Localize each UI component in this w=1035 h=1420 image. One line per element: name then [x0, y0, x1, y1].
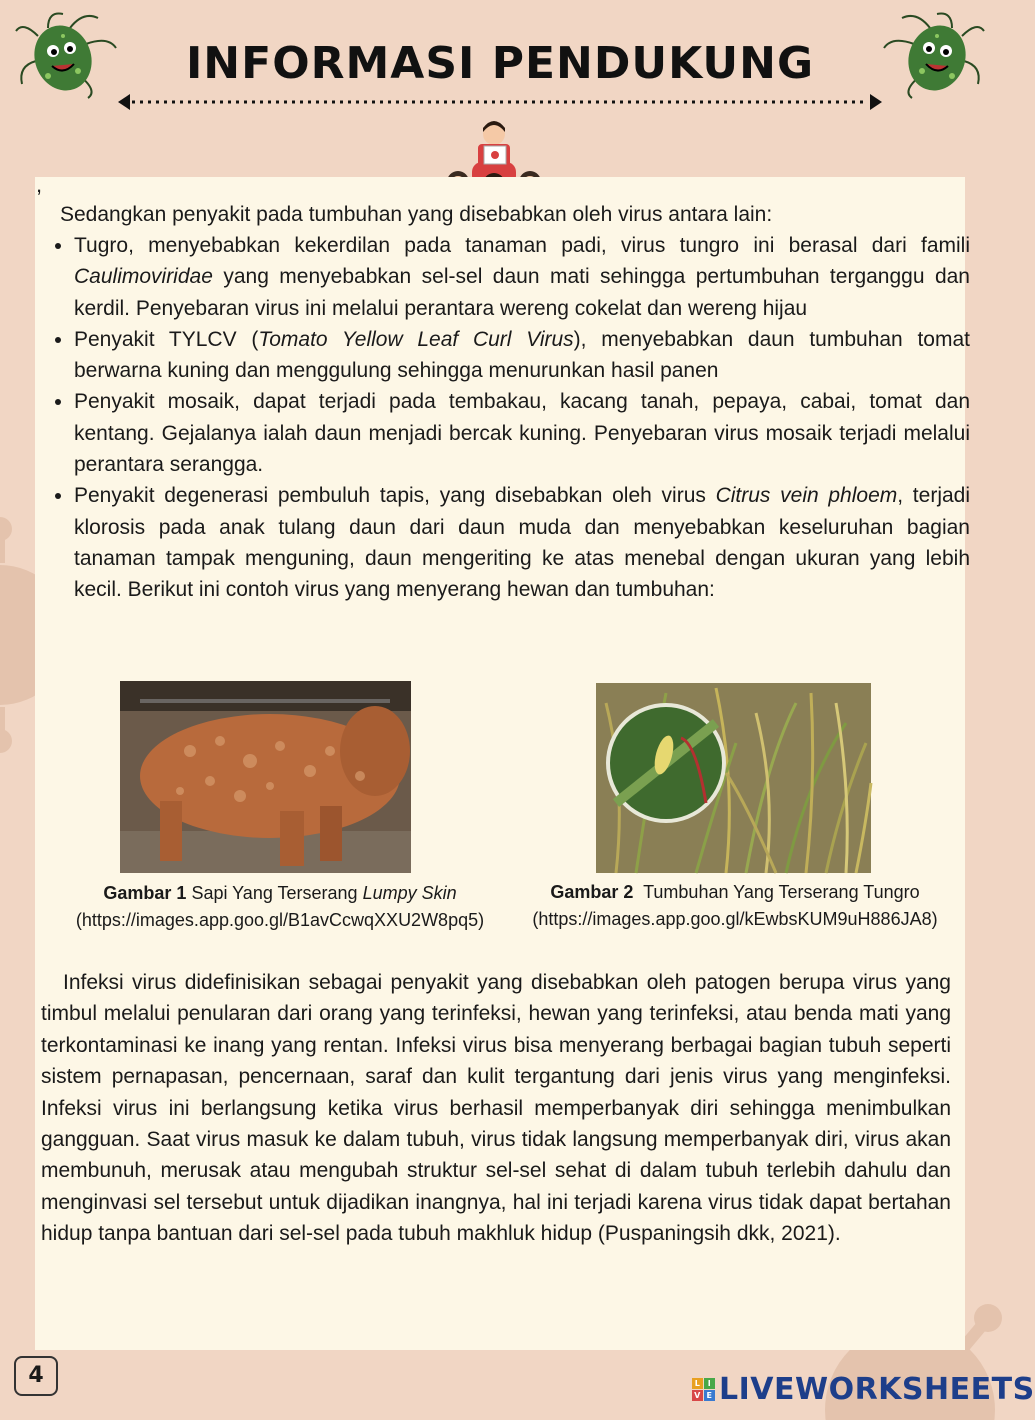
list-item-text: Penyakit mosaik, dapat terjadi pada tembakau, kacang tanah, pepaya, cabai, tomat dan kentang. Gejalanya ialah daun menjadi bercak kuning. Penyebaran virus mosaik terjadi melalui perantara serangga. — [74, 390, 970, 477]
list-item-text: Penyakit degenerasi pembuluh tapis, yang disebabkan oleh virus — [74, 484, 716, 508]
list-item — [74, 324, 970, 387]
figure-2-source: (https://images.app.goo.gl/kEwbsKUM9uH886JA8) — [532, 909, 938, 929]
intro-text: Sedangkan penyakit pada tumbuhan yang disebabkan oleh virus antara lain: — [60, 203, 773, 226]
list-item — [74, 230, 970, 324]
list-item-italic-text: Citrus vein phloem — [715, 484, 898, 508]
figure-1-caption — [50, 880, 510, 934]
list-item-text: , terjadi klorosis pada anak tulang daun dari daun muda dan menyebabkan keseluruhan bagian tanaman tampak menguning, daun mengeriting ke atas menebal dengan ukuran yang lebih kecil. Berikut ini contoh virus yang menyerang hewan dan tumbuhan: — [74, 484, 971, 602]
list-item-italic-text: Caulimoviridae — [74, 265, 213, 289]
figure-1-source: (https://images.app.goo.gl/B1avCcwqXXU2W8pq5) — [75, 910, 485, 930]
virus-infection-paragraph: Infeksi virus didefinisikan sebagai penyakit yang disebabkan oleh patogen berupa virus yang timbul melalui penularan dari orang yang terinfeksi, hewan yang terinfeksi, atau benda mati yang terkontaminasi ke inang yang rentan. Infeksi virus bisa menyerang berbagai bagian tubuh seperti sistem pernapasan, pencernaan, saraf dan kulit tergantung dari jenis virus yang menginfeksi. Infeksi virus ini berlangsung ketika virus berhasil memperbanyak diri sehingga menimbulkan gangguan. Saat virus masuk ke dalam tubuh, virus tidak langsung memperbanyak diri, virus akan membunuh, merusak atau mengubah struktur sel-sel sehat di dalam tubuh terlebih dahulu dan menginvasi sel tersebut untuk dijadikan inangnya, hal ini terjadi karena virus tidak dapat bertahan hidup tanpa bantuan dari sel-sel pada tubuh makhluk hidup (Puspaningsih dkk, 2021). — [41, 971, 951, 1246]
cow-lumpy-skin-photo — [120, 681, 411, 873]
liveworksheets-logo-icon: L I V E — [692, 1378, 715, 1401]
figure-2-label: Gambar 2 — [550, 882, 634, 902]
page-title: INFORMASI PENDUKUNG — [185, 38, 815, 89]
rice-tungro-photo — [596, 683, 871, 873]
plant-disease-list — [50, 230, 970, 606]
figure-2-title: Tumbuhan Yang Terserang Tungro — [643, 882, 920, 902]
figure-1-title: Sapi Yang Terserang — [191, 883, 358, 903]
figure-2-caption — [505, 879, 965, 933]
list-item-text: yang menyebabkan sel-sel daun mati sehingga pertumbuhan terganggu dan kerdil. Penyebaran virus ini melalui perantara wereng cokelat dan wereng hijau — [74, 265, 970, 320]
list-item-text: ), menyebabkan daun tumbuhan tomat berwarna kuning dan menggulung sehingga menurunkan hasil panen — [74, 327, 970, 383]
brand-name: LIVEWORKSHEETS — [719, 1372, 1035, 1407]
stray-mark: , — [36, 172, 43, 197]
list-item-text: Penyakit TYLCV ( — [74, 327, 259, 351]
page-number: 4 — [14, 1356, 58, 1396]
list-item — [74, 386, 970, 480]
list-item — [74, 480, 970, 605]
figure-1-title-italic: Lumpy Skin — [362, 883, 457, 903]
list-item-text: Tugro, menyebabkan kekerdilan pada tanaman padi, virus tungro ini berasal dari famili — [74, 234, 970, 257]
figure-1-label: Gambar 1 — [103, 883, 187, 903]
liveworksheets-logo — [692, 1372, 1035, 1407]
list-item-italic-text: Tomato Yellow Leaf Curl Virus — [258, 327, 574, 351]
title-divider — [118, 90, 882, 114]
